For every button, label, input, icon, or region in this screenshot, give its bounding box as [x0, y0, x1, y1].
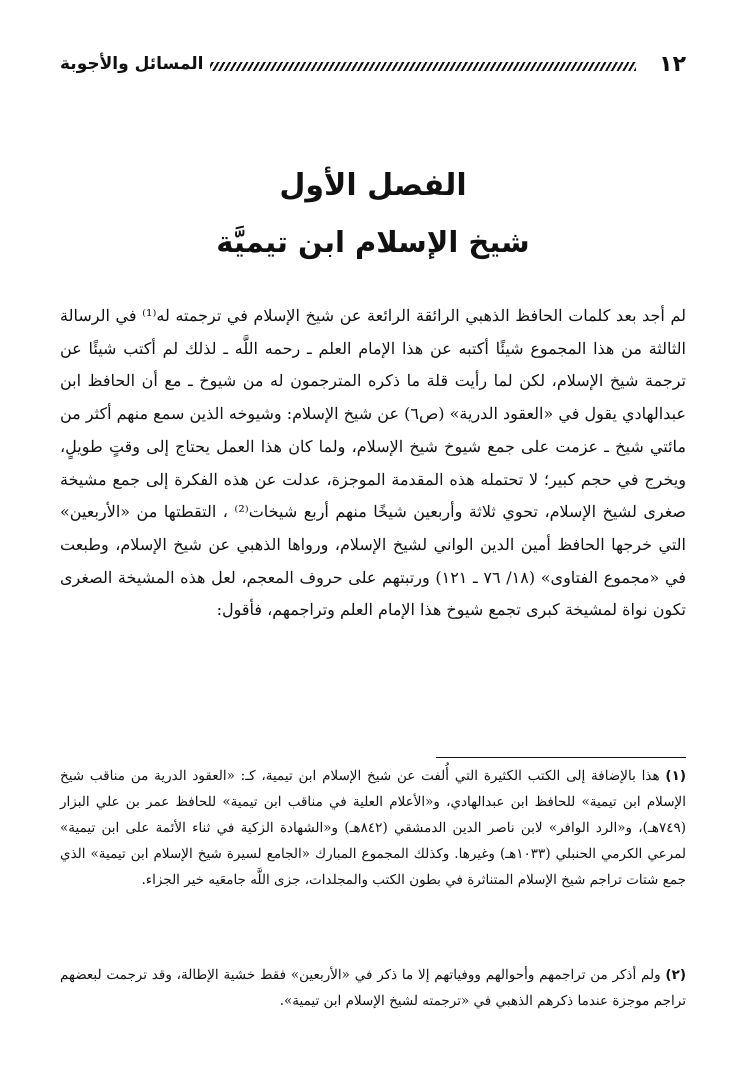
footnote-2-text: ولم أذكر من تراجمهم وأحوالهم ووفياتهم إلا ما ذكر في «الأربعين» فقط خشية الإطالة، وقد ترجمت لبعضهم تراجم موجزة عندما ذكرهم الذهبي في «ترجمته لشيخ الإسلام ابن تيمية».: [60, 967, 686, 1009]
page-number: ١٢: [659, 52, 686, 77]
footnote-1: [60, 763, 686, 893]
footnote-1-text: هذا بالإضافة إلى الكتب الكثيرة التي أُلفت عن شيخ الإسلام ابن تيمية، كـ: «العقود الدرية من مناقب شيخ الإسلام ابن تيمية» للحافظ ابن عبدالهادي، و«الأعلام العلية في مناقب ابن تيمية» للحافظ عمر بن علي البزار (٧٤٩هـ)، و«الرد الوافر» لابن ناصر الدين الدمشقي (٨٤٢هـ) و«الشهادة الزكية في ثناء الأئمة على ابن تيمية» لمرعي الكرمي الحنبلي (١٠٣٣هـ) وغيرها. وكذلك المجموع المبارك «الجامع لسيرة شيخ الإسلام ابن تيمية» الذي جمع شتات تراجم شيخ الإسلام المتناثرة في بطون الكتب والمجلدات، جزى اللَّه جامعَيه خير الجزاء.: [60, 768, 686, 888]
footnote-1-number: (١): [665, 768, 686, 784]
running-title: المسائل والأجوبة: [60, 54, 204, 74]
footnote-2-number: (٢): [665, 967, 686, 983]
running-header: [60, 52, 686, 92]
chapter-label: الفصل الأول: [279, 168, 467, 203]
decorative-header-rule: [210, 62, 636, 71]
footnote-2: [60, 962, 686, 1014]
footnote-separator: [436, 757, 686, 758]
chapter-title: شيخ الإسلام ابن تيميَّة: [216, 225, 530, 259]
body-paragraph: لم أجد بعد كلمات الحافظ الذهبي الرائقة الرائعة عن شيخ الإسلام في ترجمته له⁽¹⁾ في الرسالة الثالثة من هذا المجموع شيئًا أكتبه عن هذا الإمام العلم ـ رحمه اللَّه ـ لذلك لم أكتب شيئًا عن ترجمة شيخ الإسلام، لكن لما رأيت قلة ما ذكره المترجمون له من شيوخ ـ مع أن الحافظ ابن عبدالهادي يقول في «العقود الدرية» (ص٦) عن شيخ الإسلام: وشيوخه الذين سمع منهم أكثر من مائتي شيخ ـ عزمت على جمع شيوخ شيخ الإسلام، ولما كان هذا العمل يحتاج إلى وقتٍ طويلٍ، ويخرج في حجم كبير؛ لا تحتمله هذه المقدمة الموجزة، عدلت عن هذه الفكرة إلى جمع مشيخة صغرى لشيخ الإسلام، تحوي ثلاثة وأربعين شيخًا منهم أربع شيخات⁽²⁾ ، التقطتها من «الأربعين» التي خرجها الحافظ أمين الدين الواني لشيخ الإسلام، ورواها الذهبي عن شيخ الإسلام، وطبعت في «مجموع الفتاوى» (١٨/ ٧٦ ـ ١٢١) ورتبتهم على حروف المعجم، لعل هذه المشيخة الصغرى تكون نواة لمشيخة كبرى تجمع شيوخ هذا الإمام العلم وتراجمهم، فأقول:: [60, 306, 687, 620]
